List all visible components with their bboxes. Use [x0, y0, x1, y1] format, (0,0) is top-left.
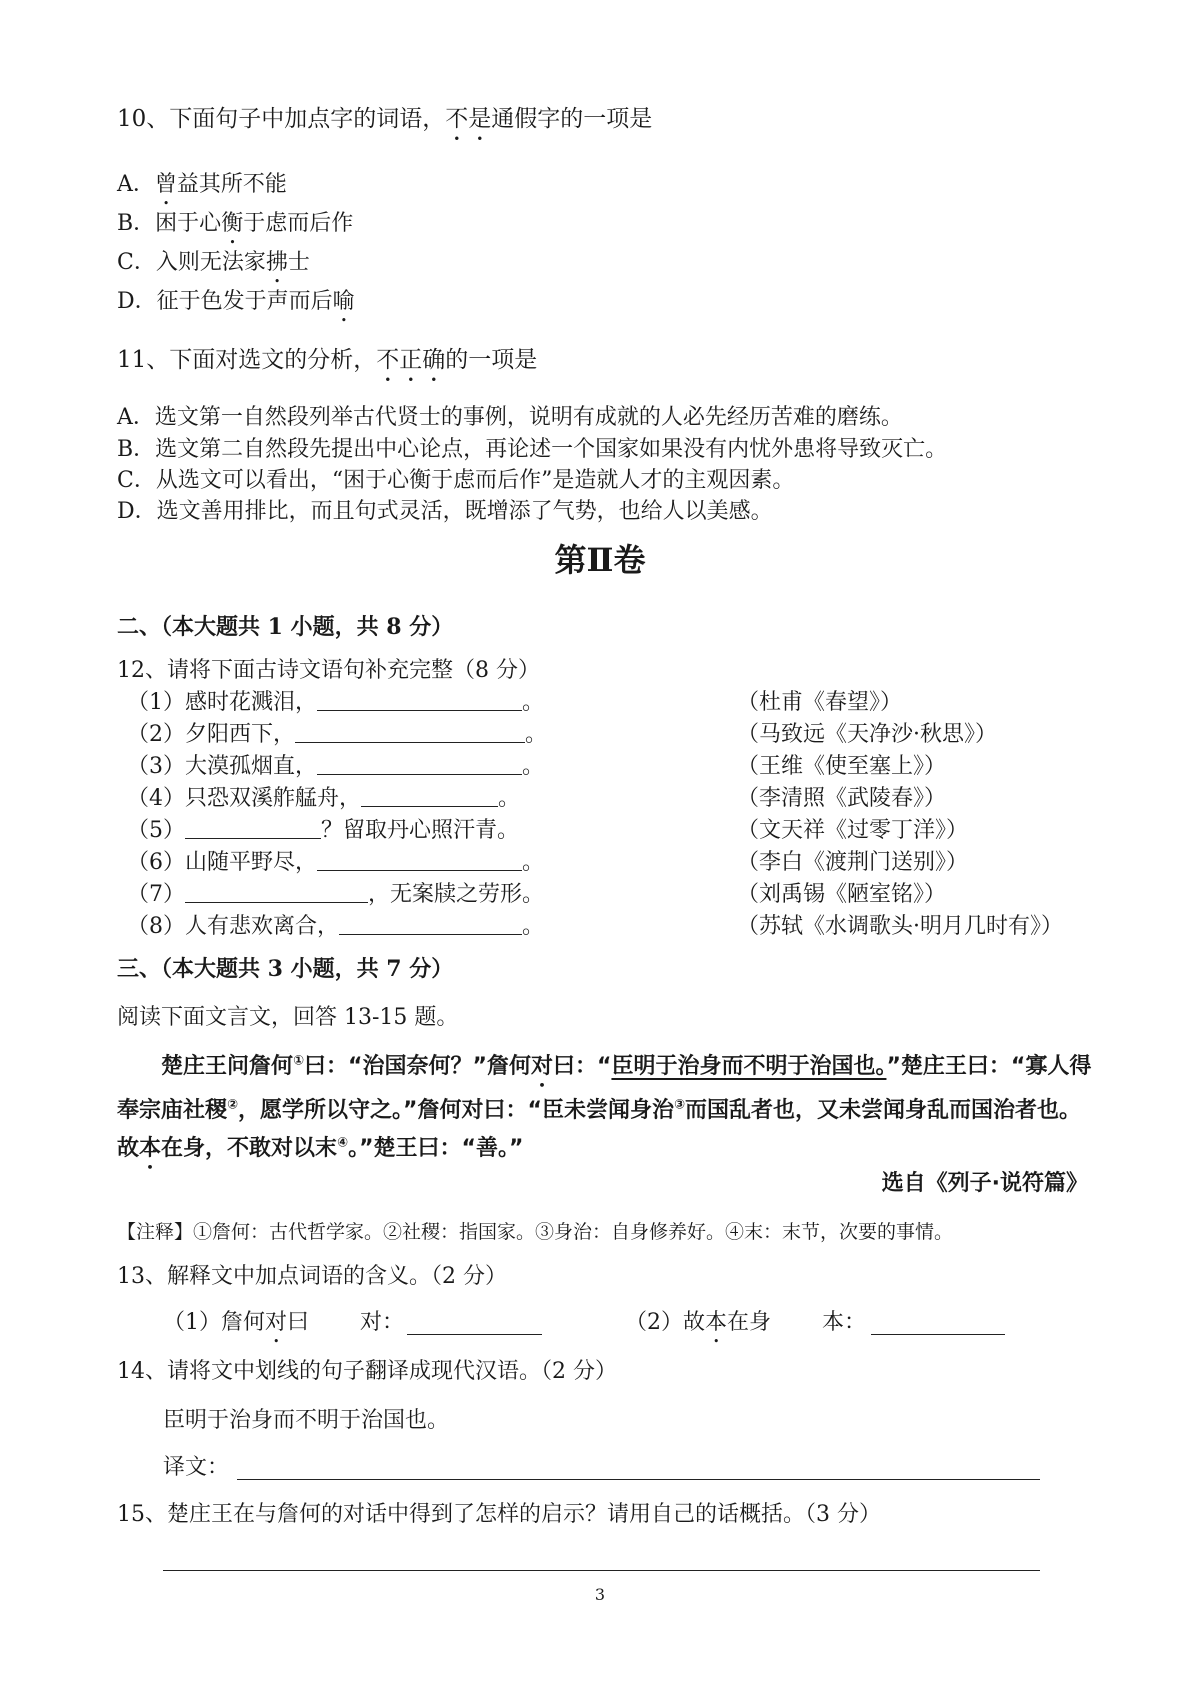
q12-item-8: （8）人有悲欢离合， 。: [127, 914, 545, 939]
q12-item-2: （2）夕阳西下， 。: [127, 722, 548, 747]
section2-heading: 二、（本大题共 1 小题，共 8 分）: [117, 614, 454, 640]
q12-item-1: （1）感时花溅泪， 。: [127, 690, 545, 715]
q12-blank-3[interactable]: [317, 752, 522, 775]
q10-option-c: C．入则无法家拂士: [117, 250, 310, 275]
q14-stem: 14、请将文中划线的句子翻译成现代汉语。（2 分）: [117, 1359, 617, 1384]
q11-option-b: B．选文第二自然段先提出中心论点，再论述一个国家如果没有内忧外患将导致灭亡。: [117, 437, 948, 462]
q10-option-b: B．困于心衡于虑而后作: [117, 211, 354, 236]
q12-blank-2[interactable]: [295, 720, 525, 743]
q12-blank-1[interactable]: [317, 688, 522, 711]
q12-blank-6[interactable]: [317, 848, 522, 871]
q12-item-6: （6）山随平野尽， 。: [127, 850, 545, 875]
q13-label-2: 本：: [822, 1310, 867, 1335]
q12-item-5: （5） ？留取丹心照汗青。: [127, 818, 520, 843]
q13-answer-line-1[interactable]: [407, 1334, 542, 1335]
q12-blank-8[interactable]: [339, 912, 522, 935]
section3-intro: 阅读下面文言文，回答 13-15 题。: [117, 1005, 459, 1030]
q12-source-1: （杜甫《春望》）: [737, 690, 903, 715]
q12-item-4: （4）只恐双溪舴艋舟， 。: [127, 786, 521, 811]
q12-source-2: （马致远《天净沙·秋思》）: [737, 722, 997, 747]
page-number: 3: [594, 1585, 606, 1604]
q10-option-a: A．曾益其所不能: [117, 172, 287, 197]
q13-answer-line-2[interactable]: [871, 1334, 1005, 1335]
q13-stem: 13、解释文中加点词语的含义。（2 分）: [117, 1264, 507, 1289]
classical-passage: 楚庄王问詹何①曰：“治国奈何？”詹何对曰：“臣明于治身而不明于治国也。”楚庄王曰：“寡人得奉宗庙社稷②，愿学所以守之。”詹何对曰：“臣未尝闻身治③而国乱者也，又未尝闻身乱而国治者也。故本在身，不敢对以末④。”楚王曰：“善。”: [117, 1053, 1092, 1161]
q14-label: 译文：: [163, 1455, 230, 1480]
q13-label-1: 对：: [360, 1310, 405, 1335]
q10-option-d: D．征于色发于声而后喻: [117, 289, 355, 314]
volume-title: 第Ⅱ卷: [554, 541, 646, 579]
passage-notes: 【注释】①詹何：古代哲学家。②社稷：指国家。③身治：自身修养好。④末：末节，次要的事情。: [117, 1221, 954, 1243]
q12-source-6: （李白《渡荆门送别》）: [737, 850, 969, 875]
q12-blank-5[interactable]: [185, 816, 321, 839]
q10-stem: 10、下面句子中加点字的词语，不是通假字的一项是: [117, 106, 653, 132]
q12-item-3: （3）大漠孤烟直， 。: [127, 754, 545, 779]
q12-stem: 12、请将下面古诗文语句补充完整（8 分）: [117, 658, 540, 683]
q13-item-1: （1）詹何对曰: [163, 1310, 310, 1335]
q12-source-3: （王维《使至塞上》）: [737, 754, 947, 779]
q11-option-d: D．选文善用排比，而且句式灵活，既增添了气势，也给人以美感。: [117, 499, 773, 524]
q12-source-4: （李清照《武陵春》）: [737, 786, 947, 811]
q11-option-c: C．从选文可以看出，“困于心衡于虑而后作”是造就人才的主观因素。: [117, 468, 795, 493]
q15-stem: 15、楚庄王在与詹何的对话中得到了怎样的启示？请用自己的话概括。（3 分）: [117, 1502, 881, 1527]
q12-source-5: （文天祥《过零丁洋》）: [737, 818, 969, 843]
q12-blank-7[interactable]: [185, 880, 368, 903]
q14-sentence: 臣明于治身而不明于治国也。: [163, 1408, 450, 1433]
q12-source-8: （苏轼《水调歌头·明月几时有》）: [737, 914, 1063, 939]
underlined-sentence: 臣明于治身而不明于治国也。: [611, 1054, 887, 1079]
q11-stem: 11、下面对选文的分析，不正确的一项是: [117, 347, 538, 373]
q12-source-7: （刘禹锡《陋室铭》）: [737, 882, 947, 907]
q12-item-7: （7） ，无案牍之劳形。: [127, 882, 545, 907]
q13-item-2: （2）故本在身: [625, 1310, 772, 1335]
q15-answer-line[interactable]: [163, 1570, 1040, 1571]
q12-blank-4[interactable]: [361, 784, 498, 807]
section3-heading: 三、（本大题共 3 小题，共 7 分）: [117, 956, 454, 982]
passage-source: 选自《列子·说符篇》: [881, 1171, 1088, 1196]
q11-option-a: A．选文第一自然段列举古代贤士的事例，说明有成就的人必先经历苦难的磨练。: [117, 405, 903, 430]
q14-answer-line[interactable]: [237, 1479, 1040, 1480]
